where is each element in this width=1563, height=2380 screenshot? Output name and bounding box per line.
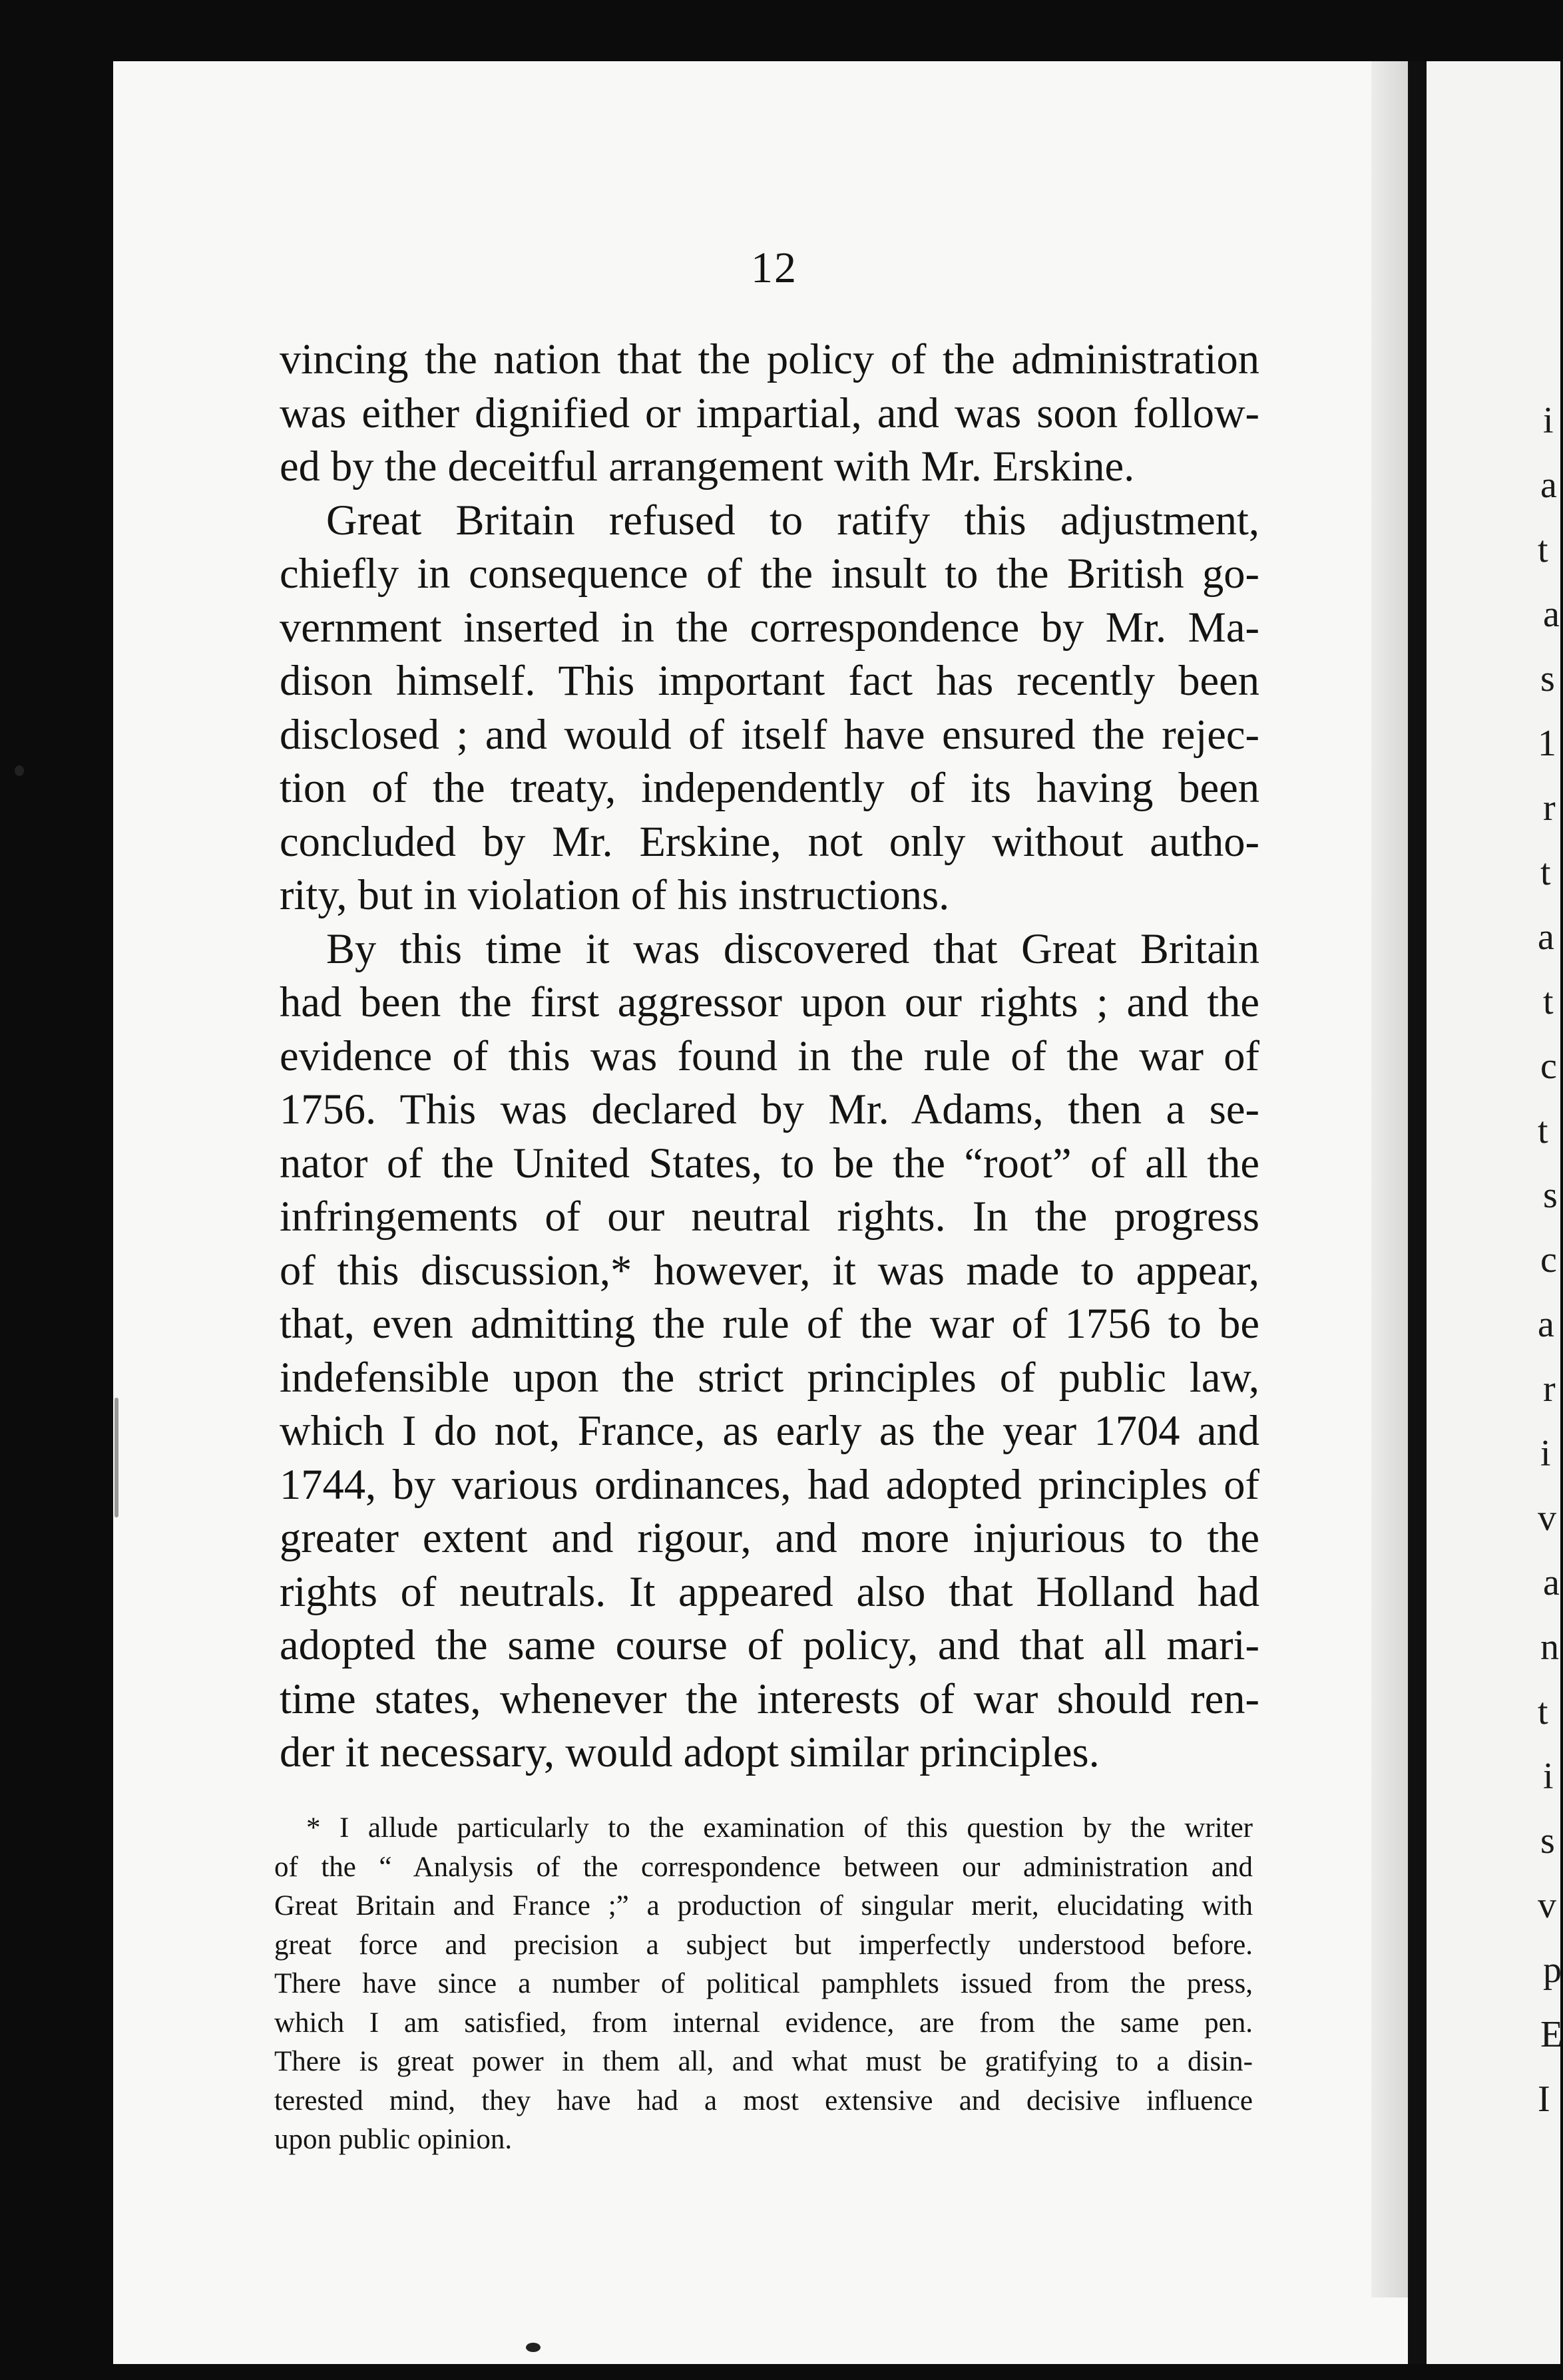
facing-page-letter: n [1540,1627,1559,1668]
text-line: Great Britain refused to ratify this adjustment, [326,496,1259,544]
text-line: chiefly in consequence of the insult to the British go- [280,550,1259,597]
paragraph-3 [280,922,1259,1780]
text-line: rights of neutrals. It appeared also that Holland had [280,1567,1259,1615]
footnote-line: which I am satisfied, from internal evidence, are from the same pen. [274,2007,1253,2039]
page-number: 12 [751,244,797,292]
text-line: of this discussion,* however, it was made to appear, [280,1246,1259,1294]
footnote [274,1809,1253,2160]
text-line: 1744, by various ordinances, had adopted principles of [280,1460,1259,1508]
facing-page-letter: 1 [1538,723,1556,764]
text-line: tion of the treaty, independently of its having been [280,764,1259,811]
footnote-line: There is great power in them all, and what must be gratifying to a disin- [274,2046,1253,2077]
footnote-line: of the “ Analysis of the correspondence between our administration and [274,1851,1253,1883]
text-line: concluded by Mr. Erskine, not only without autho- [280,817,1259,865]
text-line: nator of the United States, to be the “root” of all the [280,1139,1259,1187]
facing-page-letter: a [1540,465,1557,506]
facing-page-letter: t [1538,529,1548,570]
text-line: evidence of this was found in the rule of the war of [280,1032,1259,1080]
facing-page-letter: t [1538,1110,1548,1151]
facing-page-letter: t [1538,1691,1548,1732]
book-gutter [1408,61,1427,2364]
text-line: der it necessary, would adopt similar principles. [280,1728,1100,1776]
facing-page-letter: v [1538,1885,1556,1926]
footnote-line: There have since a number of political pamphlets issued from the press, [274,1968,1253,1999]
facing-page-letter: I [1538,2079,1550,2120]
text-line: had been the first aggressor upon our rights ; and the [280,978,1259,1026]
text-line: rity, but in violation of his instructions. [280,871,950,918]
text-line: adopted the same course of policy, and that all mari- [280,1621,1259,1669]
text-line: disclosed ; and would of itself have ensured the rejec- [280,710,1259,758]
footnote-line: upon public opinion. [274,2124,513,2155]
text-line: time states, whenever the interests of war should ren- [280,1675,1259,1722]
body-text [280,333,1259,1780]
facing-page-letter: t [1540,852,1551,893]
paragraph-1 [280,333,1259,494]
facing-page-letter: t [1543,981,1554,1022]
text-line: that, even admitting the rule of the war of 1756 to be [280,1300,1259,1347]
text-line: was either dignified or impartial, and was soon follow- [280,389,1259,437]
page-edge [1371,61,1408,2297]
ink-speck [114,1398,118,1517]
facing-page-letter: s [1540,658,1555,699]
facing-page-letter: r [1543,1368,1556,1410]
footnote-line: great force and precision a subject but imperfectly understood before. [274,1929,1253,1961]
paragraph-2 [280,494,1259,922]
text-line: vincing the nation that the policy of the administration [280,335,1259,383]
facing-page-letter: a [1543,594,1560,635]
text-line: ed by the deceitful arrangement with Mr. Erskine. [280,443,1135,490]
text-line: infringements of our neutral rights. In the progress [280,1193,1259,1240]
facing-page-letter: v [1538,1497,1556,1539]
facing-page-letter: i [1543,400,1554,441]
footnote-line: terested mind, they have had a most extensive and decisive influence [274,2084,1253,2116]
ink-speck [526,2343,541,2352]
facing-page-letter: r [1543,787,1556,829]
footnote-line: * I allude particularly to the examination of this question by the writer [306,1812,1253,1844]
facing-page-letter: a [1538,1304,1554,1345]
facing-page-letter: i [1540,1433,1551,1474]
text-line: indefensible upon the strict principles of public law, [280,1353,1259,1401]
ink-speck [15,765,24,776]
text-line: vernment inserted in the correspondence by Mr. Ma- [280,603,1259,651]
text-line: which I do not, France, as early as the year 1704 and [280,1407,1259,1454]
facing-page-letter: s [1543,1175,1558,1216]
facing-page-letter: E [1540,2014,1563,2055]
facing-page-letter: s [1540,1820,1555,1862]
facing-page-letter: a [1543,1562,1560,1603]
text-line: By this time it was discovered that Great Britain [326,924,1259,972]
text-line: dison himself. This important fact has recently been [280,657,1259,704]
facing-page-letter: a [1538,916,1554,958]
facing-page-letter: p [1543,1949,1562,1991]
text-line: greater extent and rigour, and more injurious to the [280,1514,1259,1561]
footnote-line: Great Britain and France ;” a production of singular merit, elucidating with [274,1890,1253,1921]
text-line: 1756. This was declared by Mr. Adams, then a se- [280,1086,1259,1133]
facing-page-letter: i [1543,1756,1554,1797]
facing-page-letter: c [1540,1046,1557,1087]
facing-page-letter: c [1540,1239,1557,1281]
